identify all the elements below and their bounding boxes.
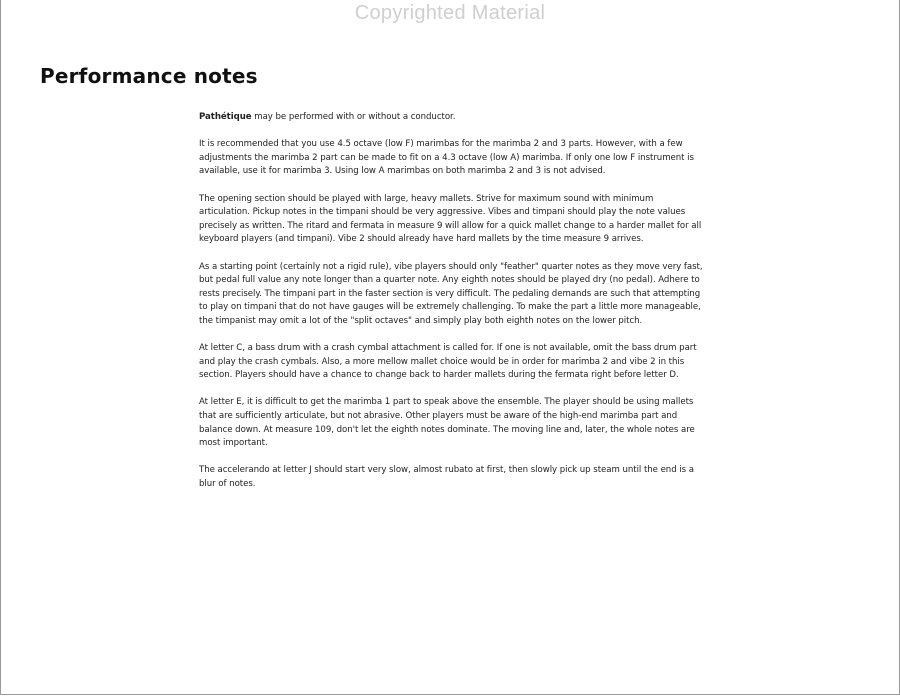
page-title: Performance notes bbox=[40, 64, 258, 88]
piece-title: Pathétique bbox=[199, 112, 252, 122]
paragraph-letter-c: At letter C, a bass drum with a crash cymbal attachment is called for. If one is not available, omit the bass drum part and play the crash cymbals. Also, a more mellow mallet choice would be in order for marimba 2 and vibe 2 in this section. Players should have a chance to change back to harder mallets during the fermata right before letter D. bbox=[199, 343, 697, 381]
notes-body bbox=[199, 111, 704, 505]
paragraph-letter-j: The accelerando at letter J should start very slow, almost rubato at first, then slowly pick up steam until the end is a blur of notes. bbox=[199, 465, 694, 490]
paragraph-opening-section: The opening section should be played with large, heavy mallets. Strive for maximum sound with minimum articulation. Pickup notes in the timpani should be very aggressive. Vibes and timpani should play the note values precisely as written. The ritard and fermata in measure 9 will allow for a quick mallet change to a harder mallet for all keyboard players (and timpani). Vibe 2 should already have hard mallets by the time measure 9 arrives. bbox=[199, 193, 702, 245]
paragraph-text: may be performed with or without a conductor. bbox=[251, 112, 456, 122]
paragraph-vibes-timpani: As a starting point (certainly not a rigid rule), vibe players should only "feather" quarter notes as they move very fast, but pedal full value any note longer than a quarter note. Any eighth notes should be played dry (no pedal). Adhere to rests precisely. The timpani part in the faster section is very difficult. The pedaling demands are such that attempting to play on timpani that do not have gauges will be extremely challenging. To make the part a little more manageable, the timpanist may omit a lot of the "split octaves" and simply play both eighth notes on the lower pitch. bbox=[199, 261, 703, 326]
paragraph-letter-e: At letter E, it is difficult to get the marimba 1 part to speak above the ensemble. The player should be using mallets that are sufficiently articulate, but not abrasive. Other players must be aware of the high-end marimba part and balance down. At measure 109, don't let the eighth notes dominate. The moving line and, later, the whole notes are most important. bbox=[199, 397, 695, 449]
paragraph-conductor bbox=[199, 111, 704, 125]
watermark: Copyrighted Material bbox=[354, 2, 546, 24]
paragraph-marimbas: It is recommended that you use 4.5 octave (low F) marimbas for the marimba 2 and 3 parts. However, with a few adjustments the marimba 2 part can be made to fit on a 4.3 octave (low A) marimba. If only one low F instrument is available, use it for marimba 3. Using low A marimbas on both marimba 2 and 3 is not advised. bbox=[199, 139, 694, 177]
